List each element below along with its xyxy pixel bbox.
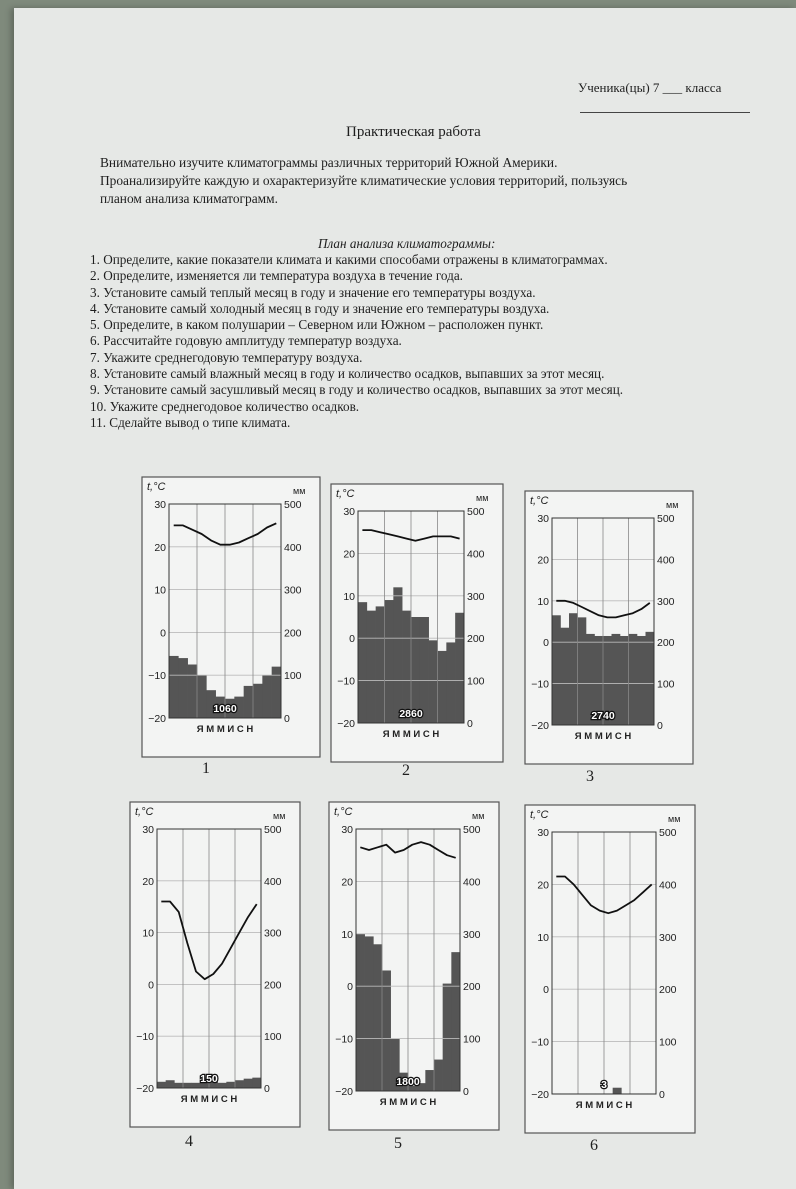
precipitation-tick-label: 100 bbox=[264, 1031, 282, 1044]
precipitation-bar bbox=[166, 1080, 175, 1088]
precipitation-bar bbox=[613, 1088, 622, 1094]
precipitation-tick-label: 100 bbox=[284, 670, 302, 683]
chart-number-4: 4 bbox=[185, 1133, 193, 1150]
chart-frame bbox=[525, 805, 695, 1133]
precipitation-tick-label: 200 bbox=[657, 637, 675, 650]
precipitation-bar bbox=[438, 651, 447, 723]
chart-number-5: 5 bbox=[394, 1135, 402, 1152]
plan-item: 1. Определите, какие показатели климата и какими способами отражены в климатограммах. bbox=[90, 252, 608, 267]
precipitation-bar bbox=[365, 936, 374, 1091]
plan-item: 11. Сделайте вывод о типе климата. bbox=[90, 414, 291, 430]
precipitation-tick-label: 500 bbox=[463, 824, 481, 836]
temperature-axis-label: t,°C bbox=[135, 806, 154, 818]
precipitation-bar bbox=[446, 642, 455, 723]
temperature-axis-label: t,°C bbox=[147, 481, 166, 493]
precipitation-bar bbox=[174, 1083, 183, 1088]
precipitation-bar bbox=[434, 1060, 443, 1091]
precipitation-tick-label: 0 bbox=[463, 1086, 469, 1098]
precipitation-tick-label: 400 bbox=[659, 879, 677, 892]
precipitation-tick-label: 100 bbox=[467, 675, 485, 688]
precipitation-tick-label: 400 bbox=[264, 875, 282, 888]
temperature-tick-label: 30 bbox=[341, 824, 353, 836]
precipitation-tick-label: 0 bbox=[264, 1083, 270, 1095]
precipitation-tick-label: 300 bbox=[284, 584, 302, 597]
plan-list bbox=[90, 252, 623, 431]
precipitation-bar bbox=[178, 658, 188, 718]
precipitation-bar bbox=[620, 636, 629, 725]
precipitation-bar bbox=[272, 667, 282, 718]
temperature-tick-label: 20 bbox=[343, 548, 355, 561]
precipitation-tick-label: 100 bbox=[659, 1036, 677, 1049]
months-label: Я М М И С Н bbox=[379, 1097, 437, 1108]
precipitation-axis-label: мм bbox=[472, 811, 485, 821]
precipitation-tick-label: 500 bbox=[659, 827, 677, 839]
temperature-tick-label: −10 bbox=[531, 1036, 549, 1049]
precipitation-bar bbox=[356, 934, 365, 1091]
precipitation-axis-label: мм bbox=[476, 493, 489, 503]
annual-precipitation-label: 2740 bbox=[591, 710, 615, 722]
precipitation-tick-label: 400 bbox=[284, 541, 302, 554]
precipitation-bar bbox=[235, 1080, 244, 1088]
precipitation-tick-label: 300 bbox=[657, 595, 675, 608]
temperature-tick-label: 30 bbox=[537, 827, 549, 839]
precipitation-tick-label: 500 bbox=[657, 513, 675, 525]
temperature-tick-label: −20 bbox=[335, 1086, 353, 1098]
chart-number-2: 2 bbox=[402, 762, 410, 779]
temperature-tick-label: 30 bbox=[343, 506, 355, 518]
precipitation-bar bbox=[382, 970, 391, 1091]
temperature-axis-label: t,°C bbox=[336, 488, 355, 500]
temperature-tick-label: −10 bbox=[531, 678, 549, 691]
months-label: Я М М И С Н bbox=[575, 1100, 633, 1111]
temperature-tick-label: −10 bbox=[337, 675, 355, 688]
months-label: Я М М И С Н bbox=[382, 729, 440, 740]
temperature-tick-label: 10 bbox=[537, 931, 549, 944]
intro-line: планом анализа климатограмм. bbox=[100, 191, 278, 206]
precipitation-bar bbox=[425, 1070, 434, 1091]
precipitation-tick-label: 500 bbox=[264, 824, 282, 836]
precipitation-axis-label: мм bbox=[273, 811, 286, 821]
precipitation-bar bbox=[393, 587, 402, 723]
climograph-3 bbox=[524, 490, 694, 765]
precipitation-axis-label: мм bbox=[666, 500, 679, 510]
plan-item: 10. Укажите среднегодовое количество осадков. bbox=[90, 398, 360, 414]
precipitation-bar bbox=[552, 615, 561, 725]
plan-item: 8. Установите самый влажный месяц в году и количество осадков, выпавших за этот месяц. bbox=[90, 366, 605, 382]
precipitation-bar bbox=[262, 675, 272, 718]
precipitation-tick-label: 200 bbox=[463, 981, 481, 994]
temperature-tick-label: −20 bbox=[136, 1083, 154, 1095]
temperature-tick-label: 20 bbox=[154, 541, 166, 554]
chart-number-1: 1 bbox=[202, 760, 210, 777]
precipitation-tick-label: 300 bbox=[659, 931, 677, 944]
precipitation-bar bbox=[244, 1079, 253, 1088]
page-title: Практическая работа bbox=[346, 124, 481, 140]
temperature-axis-label: t,°C bbox=[530, 495, 549, 507]
intro-line: Проанализируйте каждую и охарактеризуйте климатические условия территорий, пользуясь bbox=[100, 173, 628, 188]
temperature-tick-label: 0 bbox=[347, 981, 353, 994]
precipitation-tick-label: 300 bbox=[467, 590, 485, 603]
chart-number-3: 3 bbox=[586, 768, 594, 785]
climograph-2 bbox=[330, 483, 504, 763]
precipitation-bar bbox=[455, 613, 464, 723]
precipitation-bar bbox=[578, 617, 587, 725]
plan-item: 2. Определите, изменяется ли температура воздуха в течение года. bbox=[90, 268, 463, 284]
temperature-tick-label: 30 bbox=[154, 499, 166, 511]
temperature-tick-label: 20 bbox=[537, 879, 549, 892]
temperature-tick-label: 0 bbox=[543, 637, 549, 650]
temperature-tick-label: −10 bbox=[335, 1033, 353, 1046]
annual-precipitation-label: 2860 bbox=[399, 708, 423, 720]
annual-precipitation-label: 1800 bbox=[396, 1076, 420, 1088]
plan-item: 6. Рассчитайте годовую амплитуду температур воздуха. bbox=[90, 333, 402, 349]
climograph-1 bbox=[141, 476, 321, 758]
precipitation-bar bbox=[402, 611, 411, 723]
precipitation-tick-label: 400 bbox=[467, 548, 485, 561]
precipitation-tick-label: 400 bbox=[463, 876, 481, 889]
months-label: Я М М И С Н bbox=[180, 1094, 238, 1105]
precipitation-bar bbox=[367, 611, 376, 723]
plan-item: 9. Установите самый засушливый месяц в году и количество осадков, выпавших за этот месяц. bbox=[90, 382, 624, 398]
temperature-axis-label: t,°C bbox=[334, 806, 353, 818]
precipitation-tick-label: 100 bbox=[657, 678, 675, 691]
temperature-tick-label: 0 bbox=[148, 979, 154, 992]
precipitation-bar bbox=[188, 665, 198, 719]
precipitation-tick-label: 0 bbox=[467, 718, 473, 730]
temperature-tick-label: 10 bbox=[537, 595, 549, 608]
precipitation-bar bbox=[385, 600, 394, 723]
temperature-tick-label: −20 bbox=[148, 713, 166, 725]
annual-precipitation-label: 150 bbox=[200, 1073, 218, 1085]
precipitation-bar bbox=[169, 656, 179, 718]
precipitation-tick-label: 100 bbox=[463, 1033, 481, 1046]
temperature-tick-label: 10 bbox=[154, 584, 166, 597]
temperature-tick-label: 10 bbox=[343, 590, 355, 603]
temperature-axis-label: t,°C bbox=[530, 809, 549, 821]
precipitation-axis-label: мм bbox=[293, 486, 306, 496]
annual-precipitation-label: 1060 bbox=[213, 703, 237, 715]
plan-title: План анализа климатограммы: bbox=[318, 236, 496, 251]
precipitation-bar bbox=[646, 632, 655, 725]
plan-item: 7. Укажите среднегодовую температуру воздуха. bbox=[90, 349, 363, 365]
student-class-label: Ученика(цы) 7 ___ класса bbox=[578, 80, 722, 95]
plan-item: 4. Установите самый холодный месяц в году и значение его температуры воздуха. bbox=[90, 300, 550, 316]
temperature-tick-label: 30 bbox=[537, 513, 549, 525]
precipitation-tick-label: 400 bbox=[657, 554, 675, 567]
intro-text bbox=[100, 154, 627, 208]
precipitation-bar bbox=[358, 602, 367, 723]
precipitation-bar bbox=[253, 684, 263, 718]
temperature-tick-label: −20 bbox=[531, 720, 549, 732]
temperature-tick-label: 20 bbox=[142, 875, 154, 888]
precipitation-tick-label: 500 bbox=[467, 506, 485, 518]
precipitation-bar bbox=[443, 984, 452, 1091]
precipitation-bar bbox=[451, 952, 460, 1091]
precipitation-axis-label: мм bbox=[668, 814, 681, 824]
precipitation-bar bbox=[244, 686, 254, 718]
temperature-tick-label: −10 bbox=[136, 1031, 154, 1044]
temperature-tick-label: −20 bbox=[337, 718, 355, 730]
precipitation-tick-label: 300 bbox=[463, 928, 481, 941]
plan-item: 5. Определите, в каком полушарии – Северном или Южном – расположен пункт. bbox=[90, 317, 544, 333]
temperature-tick-label: 0 bbox=[543, 984, 549, 997]
annual-precipitation-label: 3 bbox=[601, 1079, 607, 1091]
precipitation-bar bbox=[637, 636, 646, 725]
climograph-6 bbox=[524, 804, 696, 1134]
temperature-tick-label: 0 bbox=[349, 633, 355, 646]
precipitation-tick-label: 0 bbox=[657, 720, 663, 732]
name-line bbox=[580, 112, 750, 113]
temperature-tick-label: 0 bbox=[160, 627, 166, 640]
temperature-tick-label: 30 bbox=[142, 824, 154, 836]
temperature-tick-label: −20 bbox=[531, 1089, 549, 1101]
precipitation-tick-label: 200 bbox=[659, 984, 677, 997]
chart-number-6: 6 bbox=[590, 1137, 598, 1154]
precipitation-bar bbox=[629, 634, 638, 725]
plan-item: 3. Установите самый теплый месяц в году и значение его температуры воздуха. bbox=[90, 284, 536, 300]
precipitation-tick-label: 0 bbox=[284, 713, 290, 725]
precipitation-bar bbox=[376, 606, 385, 723]
precipitation-bar bbox=[252, 1078, 261, 1088]
temperature-tick-label: −10 bbox=[148, 670, 166, 683]
precipitation-bar bbox=[429, 640, 438, 723]
months-label: Я М М И С Н bbox=[196, 724, 254, 735]
precipitation-bar bbox=[157, 1082, 166, 1088]
precipitation-bar bbox=[183, 1083, 192, 1088]
precipitation-tick-label: 300 bbox=[264, 927, 282, 940]
precipitation-tick-label: 200 bbox=[284, 627, 302, 640]
temperature-tick-label: 20 bbox=[341, 876, 353, 889]
precipitation-tick-label: 200 bbox=[264, 979, 282, 992]
climograph-5 bbox=[328, 801, 500, 1131]
temperature-tick-label: 10 bbox=[341, 928, 353, 941]
climograph-4 bbox=[129, 801, 301, 1128]
precipitation-bar bbox=[569, 613, 578, 725]
months-label: Я М М И С Н bbox=[574, 731, 632, 742]
precipitation-bar bbox=[226, 1082, 235, 1088]
temperature-tick-label: 20 bbox=[537, 554, 549, 567]
temperature-tick-label: 10 bbox=[142, 927, 154, 940]
precipitation-tick-label: 200 bbox=[467, 633, 485, 646]
precipitation-bar bbox=[197, 675, 207, 718]
precipitation-tick-label: 0 bbox=[659, 1089, 665, 1101]
precipitation-tick-label: 500 bbox=[284, 499, 302, 511]
precipitation-bar bbox=[373, 944, 382, 1091]
precipitation-bar bbox=[218, 1083, 227, 1088]
intro-line: Внимательно изучите климатограммы различных территорий Южной Америки. bbox=[100, 155, 558, 170]
